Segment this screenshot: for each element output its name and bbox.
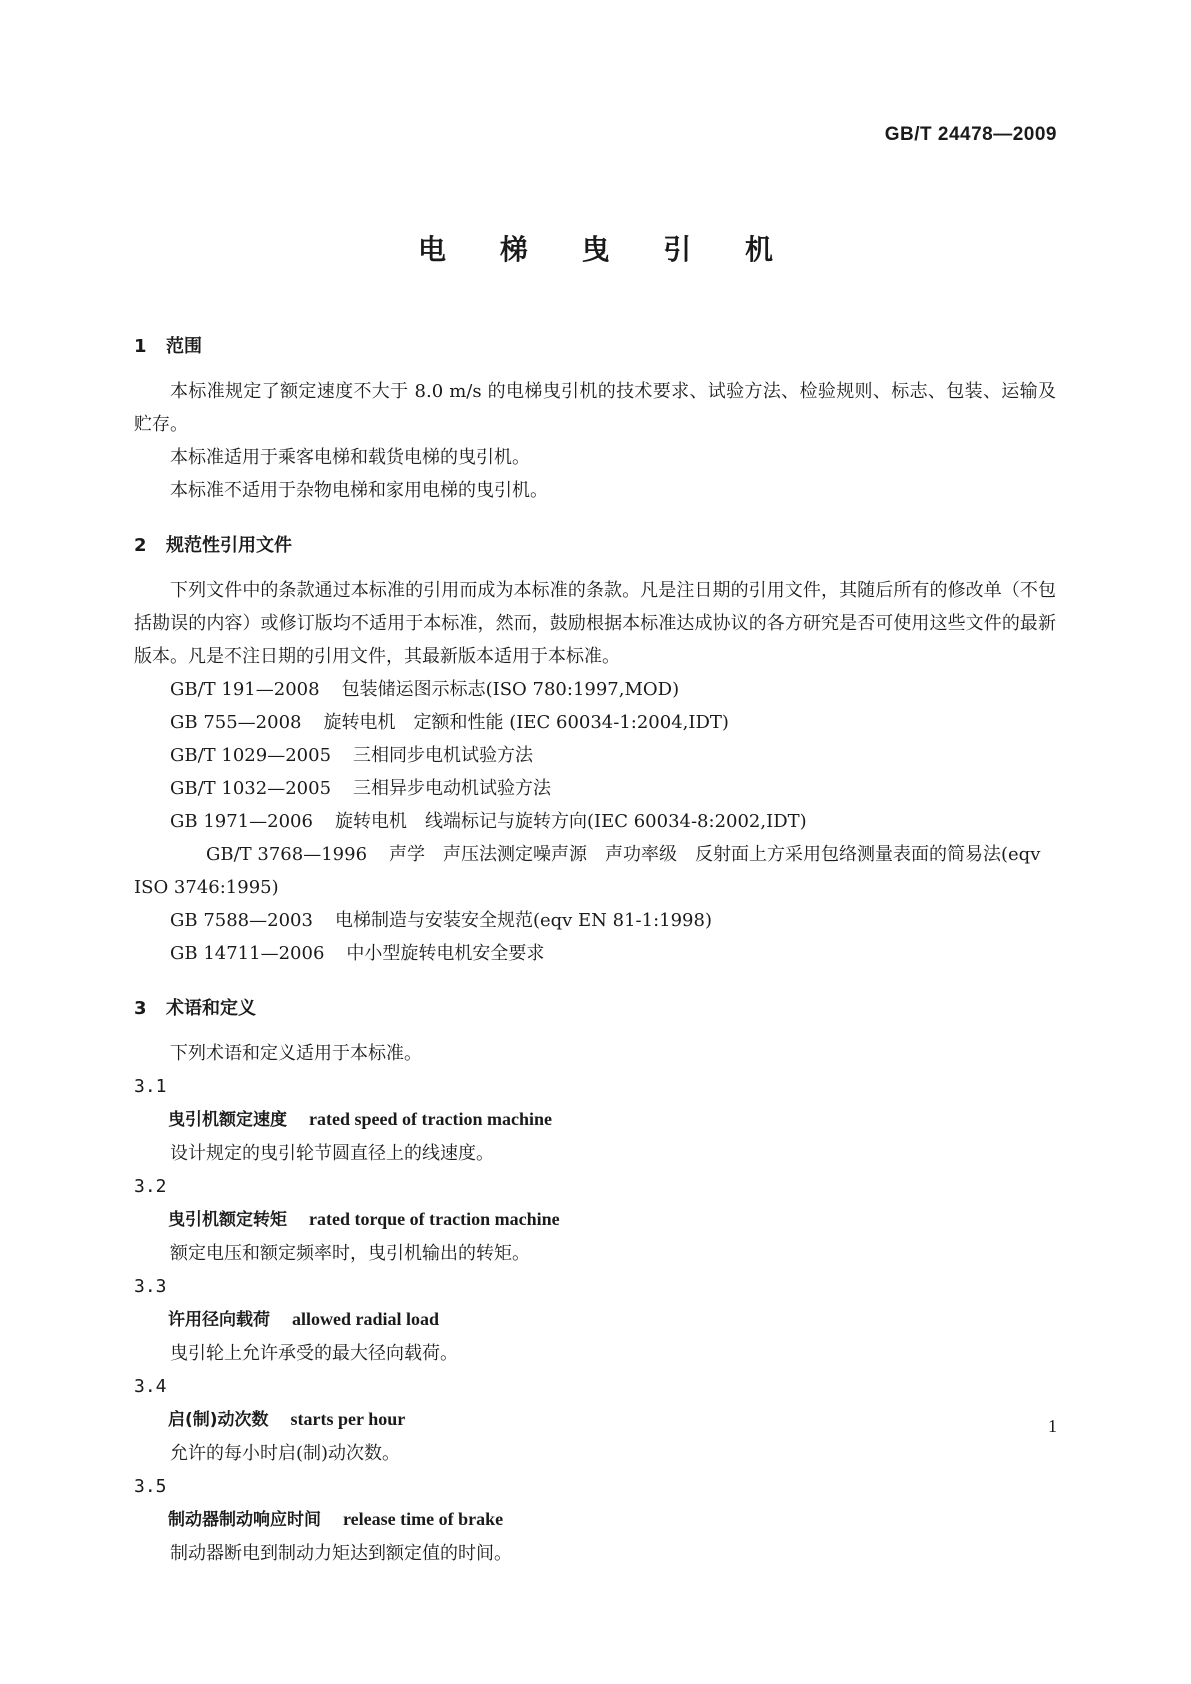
reference-item	[134, 739, 1056, 772]
term-title	[134, 1203, 1056, 1237]
reference-title: 三相异步电动机试验方法	[353, 778, 552, 799]
reference-code: GB/T 1032—2005	[170, 778, 332, 799]
term-en: allowed radial load	[292, 1309, 440, 1329]
reference-item	[134, 805, 1056, 838]
term-number: 3.5	[134, 1476, 167, 1497]
term-zh: 启(制)动次数	[168, 1410, 269, 1430]
reference-code: GB 7588—2003	[170, 910, 313, 931]
reference-code: GB 14711—2006	[170, 943, 325, 964]
term-zh: 制动器制动响应时间	[168, 1510, 321, 1530]
section-number: 1	[134, 336, 147, 357]
reference-title: 声学 声压法测定噪声源 声功率级 反射面上方采用包络测量表面的简易法(eqv ISO 3746:1995)	[134, 844, 1041, 898]
reference-item	[134, 772, 1056, 805]
reference-code: GB/T 3768—1996	[206, 844, 368, 865]
terms-intro: 下列术语和定义适用于本标准。	[170, 1043, 422, 1064]
scope-paragraph: 本标准适用于乘客电梯和载货电梯的曳引机。	[170, 447, 530, 468]
reference-title: 三相同步电机试验方法	[353, 745, 534, 766]
section-number: 3	[134, 998, 147, 1019]
term-en: rated speed of traction machine	[309, 1109, 552, 1129]
term-definition: 制动器断电到制动力矩达到额定值的时间。	[170, 1543, 512, 1564]
section-3-heading	[134, 992, 1056, 1025]
term-title	[134, 1403, 1056, 1437]
reference-item	[134, 904, 1056, 937]
term-title	[134, 1103, 1056, 1137]
section-title: 术语和定义	[166, 998, 256, 1019]
term-number: 3.3	[134, 1276, 167, 1297]
scope-paragraph: 本标准不适用于杂物电梯和家用电梯的曳引机。	[170, 480, 548, 501]
reference-item	[134, 937, 1056, 970]
term-zh: 许用径向载荷	[168, 1310, 270, 1330]
section-title: 范围	[166, 336, 202, 357]
section-number: 2	[134, 535, 147, 556]
term-number: 3.4	[134, 1376, 167, 1397]
term-title	[134, 1303, 1056, 1337]
reference-title: 旋转电机 定额和性能 (IEC 60034-1:2004,IDT)	[323, 712, 729, 733]
term-zh: 曳引机额定转矩	[168, 1210, 287, 1230]
term-zh: 曳引机额定速度	[168, 1110, 287, 1130]
term-definition: 曳引轮上允许承受的最大径向载荷。	[170, 1343, 458, 1364]
page-number: 1	[1048, 1416, 1057, 1436]
term-en: starts per hour	[290, 1409, 406, 1429]
term-en: release time of brake	[343, 1509, 504, 1529]
term-definition: 设计规定的曳引轮节圆直径上的线速度。	[170, 1143, 494, 1164]
term-definition: 额定电压和额定频率时，曳引机输出的转矩。	[170, 1243, 530, 1264]
document-title: 电 梯 曳 引 机	[418, 233, 795, 266]
document-body	[134, 330, 1056, 1570]
reference-code: GB 755—2008	[170, 712, 302, 733]
reference-item	[134, 673, 1056, 706]
reference-code: GB 1971—2006	[170, 811, 313, 832]
term-definition: 允许的每小时启(制)动次数。	[170, 1443, 401, 1464]
term-number: 3.1	[134, 1076, 167, 1097]
term-en: rated torque of traction machine	[309, 1209, 560, 1229]
reference-title: 旋转电机 线端标记与旋转方向(IEC 60034-8:2002,IDT)	[334, 811, 807, 832]
reference-item	[134, 838, 1056, 904]
references-intro: 下列文件中的条款通过本标准的引用而成为本标准的条款。凡是注日期的引用文件，其随后所有的修改单（不包括勘误的内容）或修订版均不适用于本标准，然而，鼓励根据本标准达成协议的各方研究是否可使用这些文件的最新版本。凡是不注日期的引用文件，其最新版本适用于本标准。	[134, 580, 1056, 667]
reference-title: 包装储运图示标志(ISO 780:1997,MOD)	[341, 679, 680, 700]
section-title: 规范性引用文件	[166, 535, 292, 556]
scope-paragraph: 本标准规定了额定速度不大于 8.0 m/s 的电梯曳引机的技术要求、试验方法、检验规则、标志、包装、运输及贮存。	[134, 381, 1056, 435]
reference-title: 中小型旋转电机安全要求	[346, 943, 545, 964]
term-title	[134, 1503, 1056, 1537]
standard-code: GB/T 24478—2009	[884, 124, 1057, 145]
reference-code: GB/T 191—2008	[170, 679, 320, 700]
section-1-heading	[134, 330, 1056, 363]
reference-code: GB/T 1029—2005	[170, 745, 332, 766]
reference-item	[134, 706, 1056, 739]
term-number: 3.2	[134, 1176, 167, 1197]
reference-title: 电梯制造与安装安全规范(eqv EN 81-1:1998)	[334, 910, 712, 931]
section-2-heading	[134, 529, 1056, 562]
